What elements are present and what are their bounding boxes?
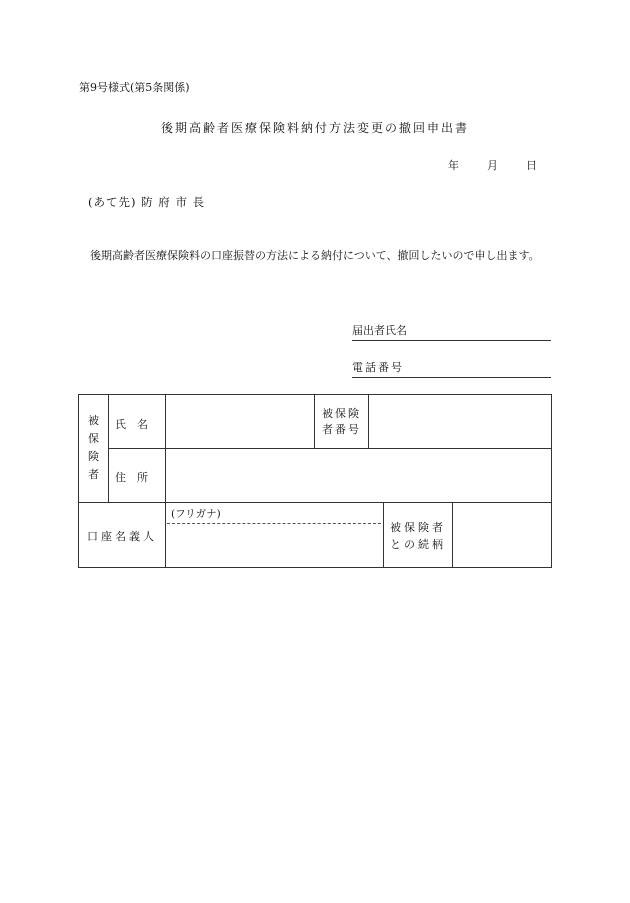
furigana-divider [167, 523, 381, 524]
applicant-name-label: 届出者氏名 [352, 324, 407, 337]
insured-number-input[interactable] [369, 396, 550, 447]
address-input[interactable] [166, 450, 550, 501]
applicant-name-field[interactable] [352, 322, 551, 341]
relationship-label-line1: 被保険者 [390, 521, 446, 534]
divider [79, 502, 551, 503]
insured-label-char: 保 [88, 432, 99, 445]
insured-label-char: 被 [88, 414, 99, 427]
name-label: 氏 名 [115, 418, 148, 431]
date-line [448, 157, 537, 173]
account-holder-label: 口座名義人 [87, 530, 157, 543]
body-text: 後期高齢者医療保険料の口座振替の方法による納付について、撤回したいので申し出ます。 [90, 249, 540, 262]
insured-label-char: 者 [88, 468, 99, 481]
relationship-label-line2: との続柄 [390, 538, 446, 551]
insured-number-label [315, 406, 368, 438]
date-year: 年 [448, 159, 459, 172]
insured-number-label-line2: 者番号 [322, 423, 361, 436]
furigana-label: (フリガナ) [171, 508, 221, 520]
insured-label [79, 412, 108, 484]
name-input[interactable] [166, 396, 313, 447]
addressee: (あて先) 防 府 市 長 [88, 195, 206, 209]
relationship-input[interactable] [453, 504, 550, 566]
relationship-label [384, 519, 452, 553]
account-holder-name-input[interactable] [166, 525, 382, 566]
divider [108, 448, 551, 449]
phone-number-label: 電話番号 [352, 361, 404, 374]
address-label: 住 所 [115, 471, 148, 484]
date-month: 月 [487, 159, 498, 172]
insured-info-table [78, 394, 552, 568]
form-number: 第9号様式(第5条関係) [79, 81, 190, 94]
insured-number-label-line1: 被保険 [322, 407, 361, 420]
phone-number-field[interactable] [352, 359, 551, 378]
document-title: 後期高齢者医療保険料納付方法変更の撤回申出書 [160, 121, 469, 135]
furigana-input[interactable] [166, 504, 382, 523]
insured-label-char: 険 [88, 450, 99, 463]
date-day: 日 [526, 159, 537, 172]
